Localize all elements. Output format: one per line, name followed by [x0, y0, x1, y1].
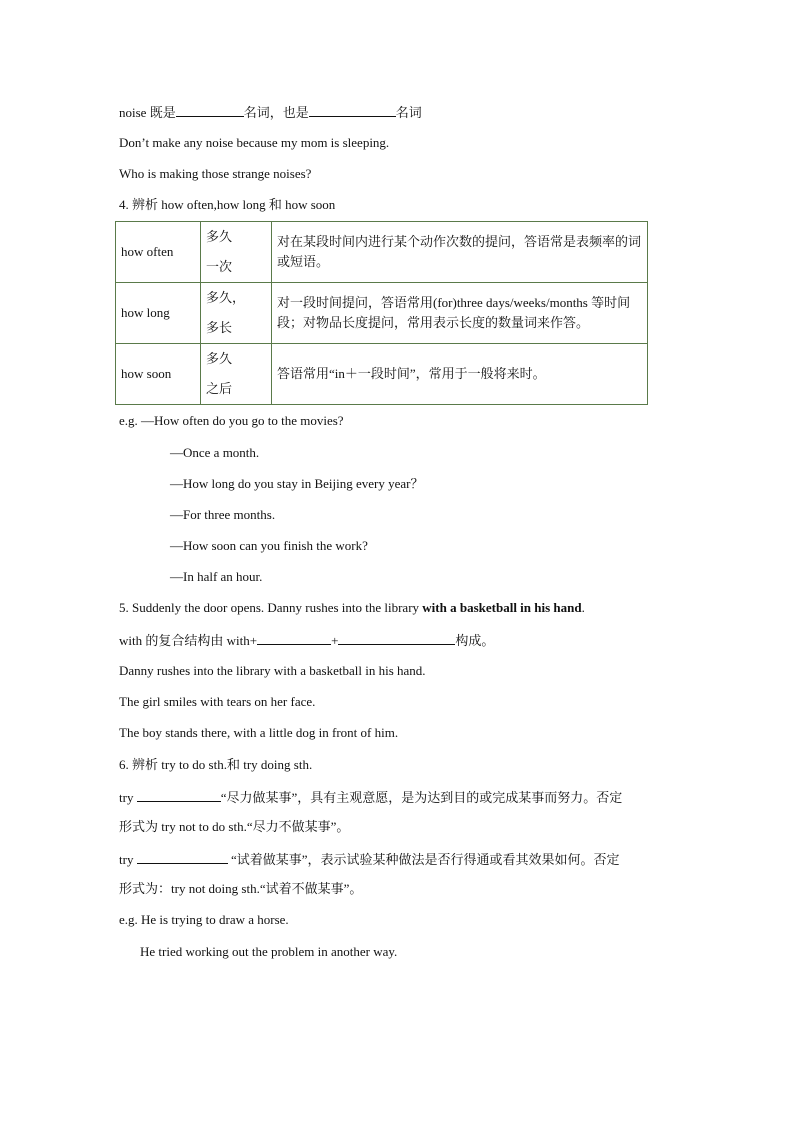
example-answer: —In half an hour.	[170, 569, 263, 584]
fill-blank[interactable]	[309, 103, 396, 117]
section-heading: 4. 辨析 how often,how long 和 how soon	[119, 197, 336, 212]
try-doing-line	[119, 850, 620, 869]
bold-phrase: with a basketball in his hand	[422, 600, 582, 615]
table-row	[116, 222, 648, 283]
example-sentence: Don’t make any noise because my mom is sleeping.	[119, 135, 390, 150]
noise-definition-line	[119, 103, 422, 122]
meaning-line-2: 之后	[206, 381, 233, 396]
try-to-do-line	[119, 788, 622, 807]
fill-blank[interactable]	[176, 103, 244, 117]
usage-cell: 对一段时间提问，答语常用(for)three days/weeks/months 等时间段；对物品长度提问，常用表示长度的数量词来作答。	[272, 283, 648, 344]
try-explanation: “试着做某事”，表示试验某种做法是否行得通或看其效果如何。否定	[227, 852, 620, 867]
meaning-cell	[201, 222, 272, 283]
example-sentence: e.g. He is trying to draw a horse.	[119, 912, 289, 927]
meaning-line-1: 多久	[206, 351, 233, 366]
fill-blank[interactable]	[338, 631, 455, 645]
fill-blank[interactable]	[137, 788, 221, 802]
try-text: try	[119, 790, 137, 805]
with-structure-line	[119, 631, 494, 650]
sentence-text: 5. Suddenly the door opens. Danny rushes into the library	[119, 600, 423, 615]
try-explanation: “尽力做某事”，具有主观意愿，是为达到目的或完成某事而努力。否定	[220, 790, 623, 805]
usage-cell: 对在某段时间内进行某个动作次数的提问，答语常是表频率的词或短语。	[272, 222, 648, 283]
example-sentence: The boy stands there, with a little dog in front of him.	[119, 725, 399, 740]
with-text-b: +	[331, 633, 339, 648]
fill-blank[interactable]	[257, 631, 331, 645]
example-answer: —Once a month.	[170, 445, 260, 460]
example-sentence: Danny rushes into the library with a basketball in his hand.	[119, 663, 426, 678]
table-row	[116, 344, 648, 405]
noise-text-c: 名词	[395, 105, 422, 120]
meaning-line-2: 多长	[206, 320, 233, 335]
noise-text-b: 名词，也是	[243, 105, 309, 120]
example-sentence: Who is making those strange noises?	[119, 166, 312, 181]
example-sentence: The girl smiles with tears on her face.	[119, 694, 316, 709]
meaning-cell	[201, 344, 272, 405]
noise-text-a: noise 既是	[119, 105, 176, 120]
phrase-cell: how soon	[116, 344, 201, 405]
with-text-a: with 的复合结构由 with+	[119, 633, 258, 648]
comparison-table	[115, 221, 648, 405]
try-text: try	[119, 852, 137, 867]
meaning-line-2: 一次	[206, 259, 233, 274]
example-question: —How soon can you finish the work?	[170, 538, 368, 553]
fill-blank[interactable]	[137, 850, 228, 864]
phrase-cell: how long	[116, 283, 201, 344]
phrase-cell: how often	[116, 222, 201, 283]
section-5-sentence	[119, 599, 585, 617]
example-sentence: He tried working out the problem in another way.	[140, 944, 398, 959]
try-doing-line-2: 形式为：try not doing sth.“试着不做某事”。	[119, 881, 363, 896]
meaning-line-1: 多久，	[206, 290, 246, 305]
sentence-end: .	[581, 600, 585, 615]
try-to-do-line-2: 形式为 try not to do sth.“尽力不做某事”。	[119, 819, 350, 834]
section-heading: 6. 辨析 try to do sth.和 try doing sth.	[119, 757, 313, 772]
meaning-line-1: 多久	[206, 229, 233, 244]
example-answer: —For three months.	[170, 507, 276, 522]
with-text-c: 构成。	[455, 633, 495, 648]
example-question: —How long do you stay in Beijing every year？	[170, 476, 424, 491]
table-row	[116, 283, 648, 344]
meaning-cell	[201, 283, 272, 344]
example-question: e.g. —How often do you go to the movies?	[119, 413, 344, 428]
usage-cell: 答语常用“in＋一段时间”，常用于一般将来时。	[272, 344, 648, 405]
